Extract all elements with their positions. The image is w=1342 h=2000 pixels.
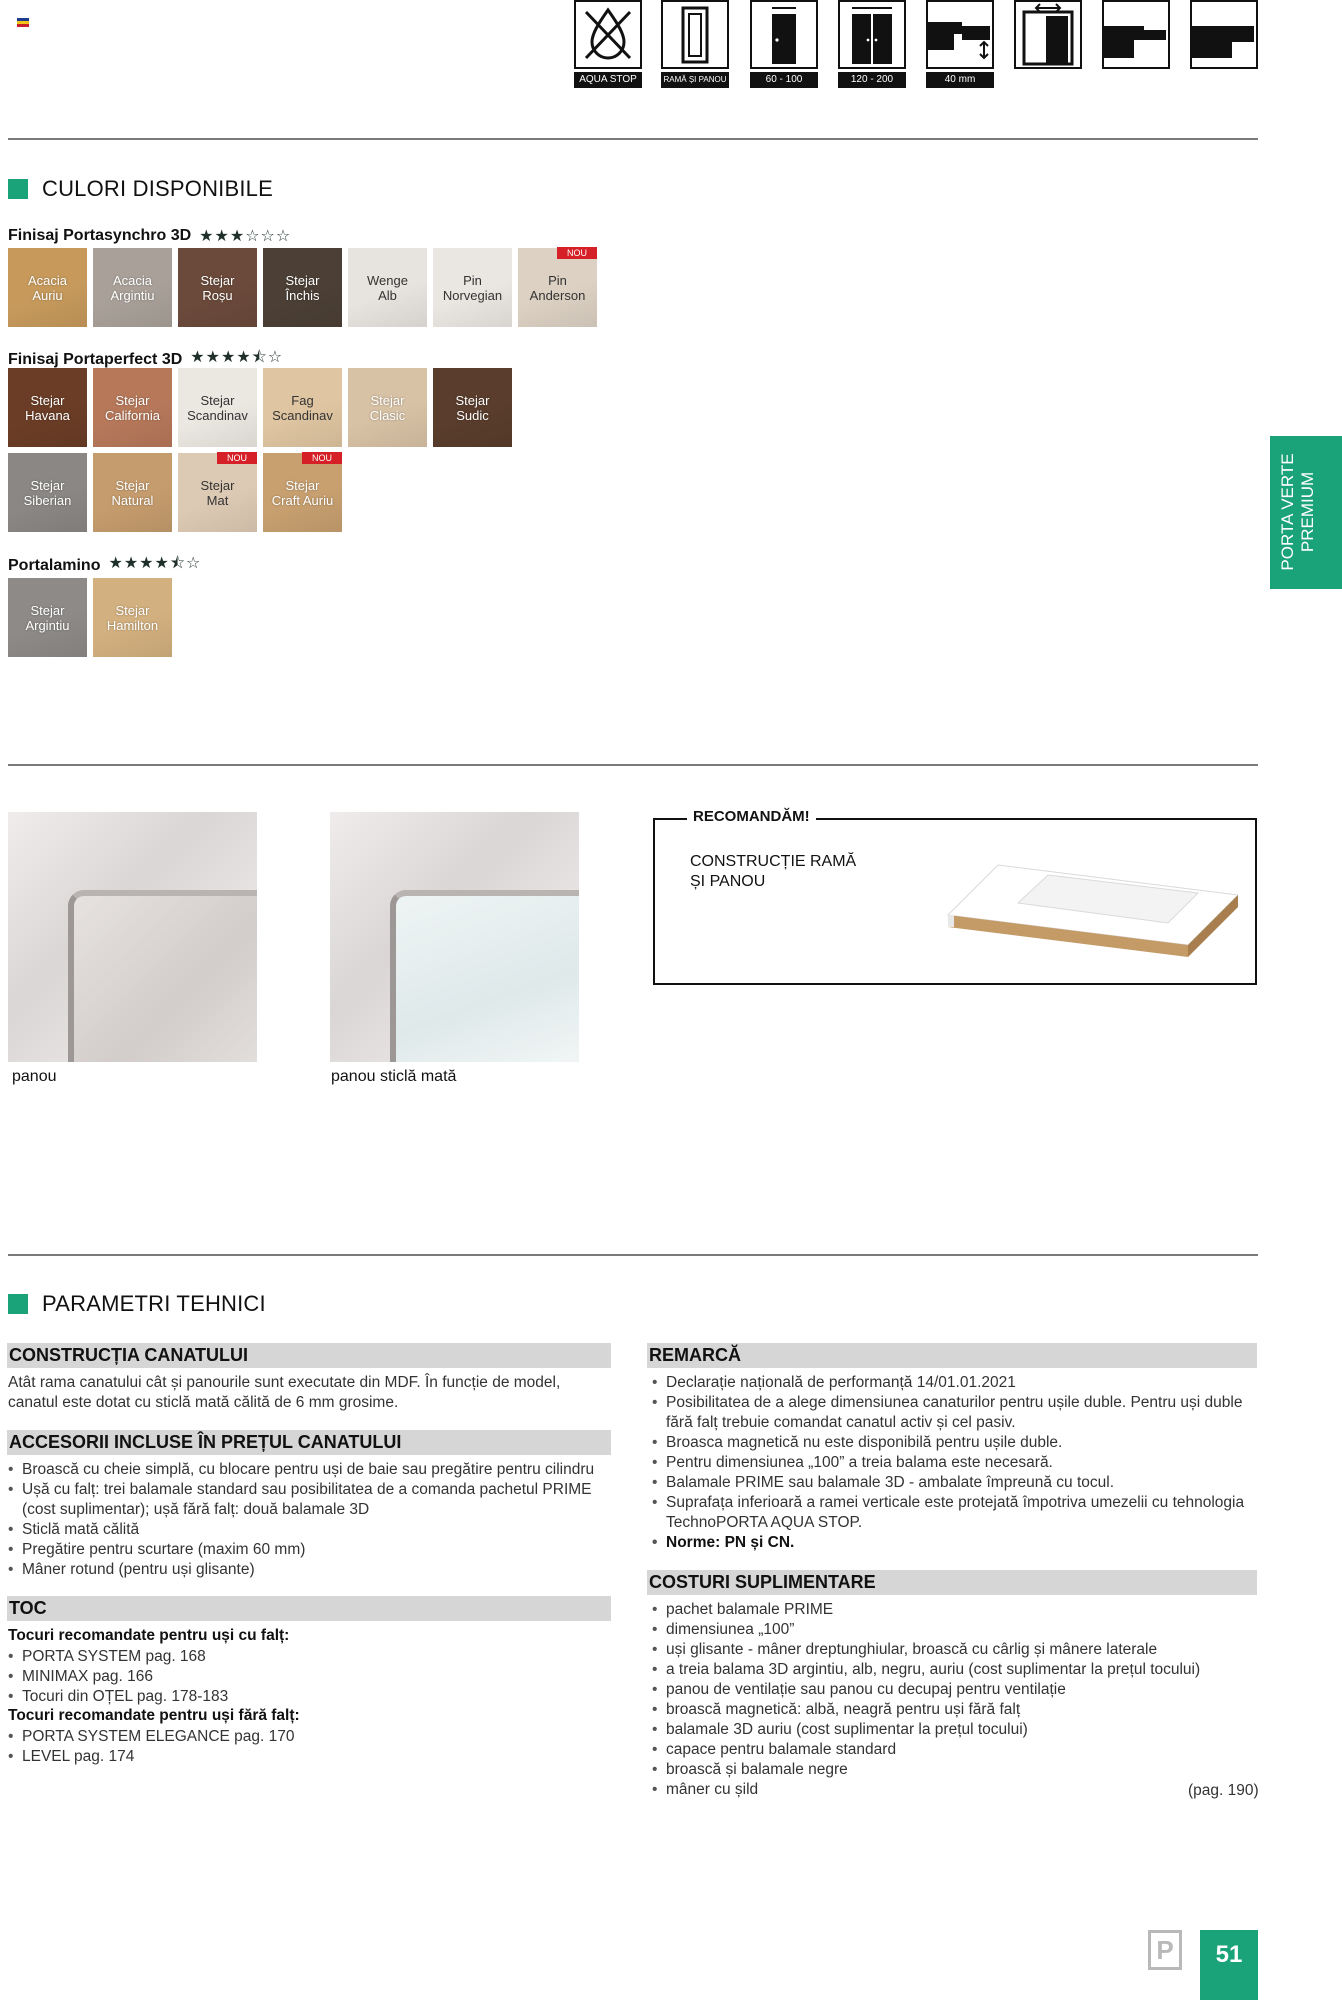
flush-door-feature [1190, 0, 1258, 69]
list-item: • Ușă cu falț: trei balamale standard sau posibilitatea de a comanda pachetul PRIME (cost suplimentar); ușă fără falț: două balamale 3D [8, 1480, 608, 1520]
recommendation-line: CONSTRUCȚIE RAMĂ [690, 853, 857, 870]
swatch-label: Stejar [455, 392, 490, 408]
double-door-feature [838, 0, 906, 88]
swatch-label: Stejar [115, 477, 150, 493]
divider [8, 764, 1258, 766]
toc-heading: TOC [7, 1596, 611, 1621]
swatch-label: Stejar [200, 392, 235, 408]
swatch-label: Stejar [115, 392, 150, 408]
category-side-tab [1270, 436, 1342, 589]
list-item: • Declarație națională de performanță 14/01.01.2021 [652, 1373, 1257, 1393]
section-title-text: PARAMETRI TEHNICI [42, 1291, 266, 1316]
swatch-label: Mat [206, 492, 229, 508]
sliding-door-icon [1014, 0, 1082, 69]
color-swatch [348, 368, 427, 447]
finish-name: Finisaj Portasynchro 3D [8, 227, 192, 244]
side-tab-label [1278, 442, 1318, 582]
color-swatch [263, 368, 342, 447]
color-swatch [178, 368, 257, 447]
feature-label: RAMĂ ȘI PANOU [661, 72, 729, 88]
feature-label: 60 - 100 [750, 72, 818, 88]
color-swatch [263, 248, 342, 327]
frame-panel-cross-section-icon [938, 845, 1238, 965]
new-badge: NOU [302, 452, 342, 464]
list-item: • Broasca magnetică nu este disponibilă pentru ușile duble. [652, 1433, 1257, 1453]
list-item: • Broască cu cheie simplă, cu blocare pentru uși de baie sau pregătire pentru cilindru [8, 1460, 608, 1480]
color-swatch [93, 453, 172, 532]
toc-subheading: Tocuri recomandate pentru uși fără falț: [8, 1707, 300, 1724]
constructie-heading: CONSTRUCȚIA CANATULUI [7, 1343, 611, 1368]
rating-stars-icon: ★★★☆☆☆ [199, 228, 292, 245]
list-item: • mâner cu șild [652, 1780, 1257, 1800]
toc-list-flush [8, 1727, 608, 1767]
accesorii-list [8, 1460, 608, 1580]
swatch-label: Scandinav [272, 407, 333, 423]
swatch-label: Pin [463, 272, 482, 288]
swatch-label: Craft Auriu [271, 492, 334, 508]
list-item: • PORTA SYSTEM pag. 168 [8, 1647, 608, 1667]
new-badge: NOU [557, 247, 597, 259]
swatch-label: Norvegian [442, 287, 503, 303]
list-item: • Sticlă mată călită [8, 1520, 608, 1540]
aqua-stop-icon [574, 0, 642, 69]
swatch-label: Stejar [30, 477, 65, 493]
side-tab-line: PREMIUM [1298, 471, 1317, 553]
color-swatch [8, 453, 87, 532]
side-tab-line: PORTA VERTE [1278, 453, 1297, 571]
list-item: • dimensiunea „100” [652, 1620, 1257, 1640]
swatch-label: Stejar [30, 602, 65, 618]
frame-panel-feature [661, 0, 729, 88]
list-item: • Balamale PRIME sau balamale 3D - ambalate împreună cu tocul. [652, 1473, 1257, 1493]
new-badge: NOU [217, 452, 257, 464]
rebated-door-feature [1102, 0, 1170, 69]
constructie-text: Atât rama canatului cât și panourile sunt executate din MDF. În funcție de model, canatul este dotat cu sticlă mată călită de 6 mm grosime. [8, 1374, 561, 1411]
page-number: 51 [1200, 1930, 1258, 2000]
swatch-label: Natural [111, 492, 154, 508]
finish-heading-portasynchro [8, 226, 291, 246]
swatch-label: Închis [285, 287, 320, 303]
list-item: • pachet balamale PRIME [652, 1600, 1257, 1620]
single-door-icon [750, 0, 818, 69]
section-marker-icon [8, 179, 28, 199]
swatch-label: Clasic [369, 407, 406, 423]
list-item: • Mâner rotund (pentru uși glisante) [8, 1560, 608, 1580]
finish-heading-portalamino [8, 552, 201, 579]
accesorii-heading: ACCESORII INCLUSE ÎN PREȚUL CANATULUI [7, 1430, 611, 1455]
variant-caption: panou [12, 1068, 57, 1085]
swatch-label: Wenge [367, 272, 408, 288]
color-swatch [263, 453, 342, 532]
swatch-label: Scandinav [187, 407, 248, 423]
swatch-label: Stejar [115, 602, 150, 618]
flush-door-icon [1190, 0, 1258, 69]
finish-name: Finisaj Portaperfect 3D [8, 350, 183, 368]
toc-list-rebated [8, 1647, 608, 1707]
list-item: • broască magnetică: albă, neagră pentru uși fără falț [652, 1700, 1257, 1720]
finish-name: Portalamino [8, 556, 101, 574]
swatch-label: Pin [548, 272, 567, 288]
variant-photo-panel [8, 812, 257, 1062]
swatch-label: Anderson [529, 287, 586, 303]
list-item-norme: • Norme: PN și CN. [652, 1533, 1257, 1553]
swatch-label: Stejar [370, 392, 405, 408]
color-swatch [93, 578, 172, 657]
swatch-label: Stejar [285, 477, 320, 493]
swatch-label: Fag [291, 392, 314, 408]
recommendation-text [690, 852, 856, 892]
rating-stars-icon: ★★★★⯪☆ [108, 555, 202, 572]
swatch-label: Acacia [112, 272, 153, 288]
feature-label: 120 - 200 [838, 72, 906, 88]
swatch-label: Stejar [30, 392, 65, 408]
list-item: • capace pentru balamale standard [652, 1740, 1257, 1760]
swatch-label: Stejar [200, 272, 235, 288]
list-item: • broască și balamale negre [652, 1760, 1257, 1780]
color-swatch [93, 248, 172, 327]
swatch-label: California [105, 407, 160, 423]
swatch-label: Siberian [23, 492, 72, 508]
list-item: • panou de ventilație sau panou cu decupaj pentru ventilație [652, 1680, 1257, 1700]
swatch-label: Stejar [200, 477, 235, 493]
swatch-label: Alb [378, 287, 397, 303]
rebated-door-icon [1102, 0, 1170, 69]
frame-panel-icon [661, 0, 729, 69]
color-swatch [8, 578, 87, 657]
color-swatch [348, 248, 427, 327]
brand-logo-icon: P [1148, 1930, 1182, 1970]
remarca-heading: REMARCĂ [647, 1343, 1257, 1368]
sliding-door-feature [1014, 0, 1082, 69]
section-title-text: CULORI DISPONIBILE [42, 176, 273, 201]
feature-icons-row [574, 0, 1258, 95]
costuri-heading: COSTURI SUPLIMENTARE [647, 1570, 1257, 1595]
costuri-list [652, 1600, 1257, 1800]
color-swatch [8, 248, 87, 327]
section-marker-icon [8, 1294, 28, 1314]
divider [8, 138, 1258, 140]
rating-stars-icon: ★★★★⯪☆ [190, 349, 284, 366]
divider [8, 1254, 1258, 1256]
color-swatch [178, 453, 257, 532]
swatch-label: Hamilton [106, 617, 159, 633]
color-swatch [433, 248, 512, 327]
list-item: • balamale 3D auriu (cost suplimentar la prețul tocului) [652, 1720, 1257, 1740]
double-door-icon [838, 0, 906, 69]
recommendation-title: RECOMANDĂM! [687, 808, 816, 825]
color-swatch [518, 248, 597, 327]
thickness-icon [926, 0, 994, 69]
swatch-label: Argintiu [25, 617, 70, 633]
list-item: • a treia balama 3D argintiu, alb, negru, auriu (cost suplimentar la prețul tocului) [652, 1660, 1257, 1680]
color-swatch [178, 248, 257, 327]
swatch-label: Sudic [456, 407, 489, 423]
params-section-title [8, 1291, 266, 1317]
thickness-feature [926, 0, 994, 88]
toc-subheading: Tocuri recomandate pentru uși cu falț: [8, 1627, 290, 1644]
variant-photo-frosted-glass [330, 812, 579, 1062]
list-item: • MINIMAX pag. 166 [8, 1667, 608, 1687]
list-item: • Suprafața inferioară a ramei verticale este protejată împotriva umezelii cu tehnologia TechnoPORTA AQUA STOP. [652, 1493, 1257, 1533]
color-swatch [433, 368, 512, 447]
list-item: • Posibilitatea de a alege dimensiunea canaturilor pentru ușile duble. Pentru uși duble fără falț trebuie comandat canatul activ și cel pasiv. [652, 1393, 1257, 1433]
list-item: • Pentru dimensiunea „100” a treia balama este necesară. [652, 1453, 1257, 1473]
aqua-stop-feature [574, 0, 642, 88]
feature-label: AQUA STOP [574, 72, 642, 88]
list-item: • Pregătire pentru scurtare (maxim 60 mm) [8, 1540, 608, 1560]
recommendation-line: ȘI PANOU [690, 873, 766, 890]
swatch-label: Havana [25, 407, 70, 423]
list-item: • Tocuri din OȚEL pag. 178-183 [8, 1687, 608, 1707]
swatch-label: Acacia [27, 272, 68, 288]
remarca-list [652, 1373, 1257, 1553]
swatch-label: Argintiu [110, 287, 155, 303]
variant-caption: panou sticlă mată [331, 1068, 457, 1085]
list-item: • PORTA SYSTEM ELEGANCE pag. 170 [8, 1727, 608, 1747]
swatch-label: Stejar [285, 272, 320, 288]
single-door-feature [750, 0, 818, 88]
feature-label: 40 mm [926, 72, 994, 88]
list-item: • LEVEL pag. 174 [8, 1747, 608, 1767]
color-swatch [93, 368, 172, 447]
swatch-label: Roșu [202, 287, 233, 303]
swatch-label: Auriu [32, 287, 63, 303]
colors-section-title [8, 176, 273, 202]
color-swatch [8, 368, 87, 447]
page-reference: (pag. 190) [1188, 1782, 1259, 1799]
language-flag-icon [17, 18, 29, 27]
list-item: • uși glisante - mâner dreptunghiular, broască cu cârlig și mânere laterale [652, 1640, 1257, 1660]
